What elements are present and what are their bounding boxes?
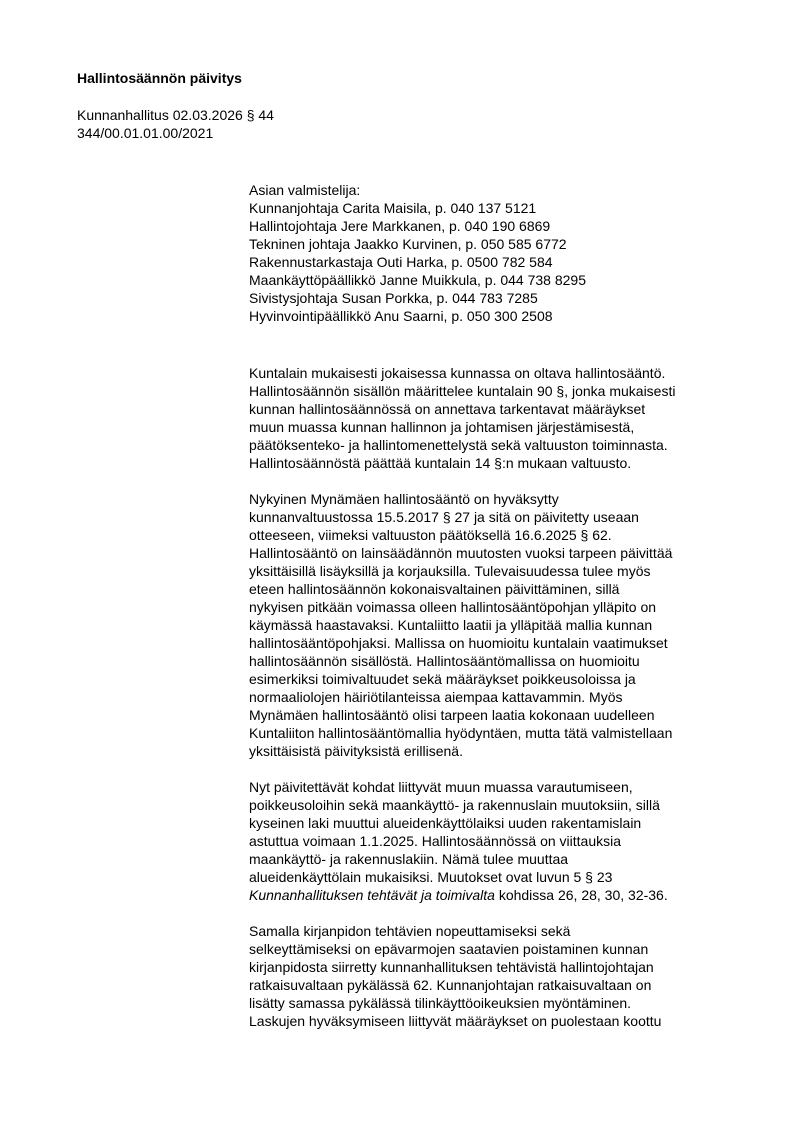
text-line: Nyt päivitettävät kohdat liittyvät muun muassa varautumiseen, — [249, 779, 633, 795]
text-line: eteen hallintosäännön kokonaisvaltainen päivittäminen, sillä — [249, 581, 620, 597]
paragraph-updates — [249, 778, 749, 904]
text-line: käymässä haastavaksi. Kuntaliitto laatii ja ylläpitää mallia kunnan — [249, 617, 653, 633]
preparer-item: Kunnanjohtaja Carita Maisila, p. 040 137 5121 — [249, 200, 537, 216]
paragraph-current-rules — [249, 490, 749, 760]
text-line: hallintosäännön sisällöstä. Hallintosääntömallissa on huomioitu — [249, 653, 640, 669]
text-line: normaaliolojen häiriötilanteissa aiempaa kattavammin. Myös — [249, 689, 623, 705]
text-line: Hallintosääntö on lainsäädännön muutosten vuoksi tarpeen päivittää — [249, 545, 673, 561]
text-line: selkeyttämiseksi on epävarmojen saatavien poistaminen kunnan — [249, 941, 649, 957]
preparers-list — [249, 181, 586, 325]
text-line: Kuntaliiton hallintosääntömallia hyödyntäen, mutta tätä valmistellaan — [249, 725, 673, 741]
case-number: 344/00.01.01.00/2021 — [77, 125, 214, 141]
text-line: kirjanpidosta siirretty kunnanhallituksen tehtävistä hallintojohtajan — [249, 959, 654, 975]
text-line: Laskujen hyväksymiseen liittyvät määräykset on puolestaan koottu — [249, 1013, 662, 1029]
document-body — [249, 364, 749, 1048]
text-line: Nykyinen Mynämäen hallintosääntö on hyväksytty — [249, 491, 559, 507]
text-line: astuttua voimaan 1.1.2025. Hallintosäännössä on viittauksia — [249, 833, 622, 849]
preparer-item: Maankäyttöpäällikkö Janne Muikkula, p. 044 738 8295 — [249, 272, 586, 288]
text-line — [249, 886, 749, 904]
text-line: otteeseen, viimeksi valtuuston päätöksellä 16.6.2025 § 62. — [249, 527, 612, 543]
text-line: lisätty samassa pykälässä tilinkäyttöoikeuksien myöntäminen. — [249, 995, 632, 1011]
preparer-item: Hallintojohtaja Jere Markkanen, p. 040 190 6869 — [249, 218, 551, 234]
text-line: esimerkiksi toimivaltuudet sekä määräykset poikkeusoloissa ja — [249, 671, 636, 687]
text-line: Mynämäen hallintosääntö olisi tarpeen laatia kokonaan uudelleen — [249, 707, 655, 723]
text-line: poikkeusoloihin sekä maankäyttö- ja rakennuslain muutoksiin, sillä — [249, 797, 660, 813]
document-meta — [77, 106, 274, 142]
text-line: nykyisen pitkään voimassa olleen hallintosääntöpohjan ylläpito on — [249, 599, 657, 615]
text-line: Kuntalain mukaisesti jokaisessa kunnassa on oltava hallintosääntö. — [249, 365, 666, 381]
italic-section-title: Kunnanhallituksen tehtävät ja toimivalta — [249, 887, 495, 903]
meeting-line: Kunnanhallitus 02.03.2026 § 44 — [77, 107, 274, 123]
text-fragment: kohdissa 26, 28, 30, 32-36. — [494, 887, 668, 903]
text-line: Samalla kirjanpidon tehtävien nopeuttamiseksi sekä — [249, 923, 571, 939]
preparer-item: Sivistysjohtaja Susan Porkka, p. 044 783 7285 — [249, 290, 538, 306]
preparer-item: Tekninen johtaja Jaakko Kurvinen, p. 050 585 6772 — [249, 236, 567, 252]
text-line: kunnanvaltuustossa 15.5.2017 § 27 ja sitä on päivitetty useaan — [249, 509, 639, 525]
text-line: yksittäisistä päivityksistä erillisenä. — [249, 743, 463, 759]
text-line: Hallintosäännön sisällön määrittelee kuntalain 90 §, jonka mukaisesti — [249, 383, 676, 399]
text-line: kyseinen laki muuttui alueidenkäyttölaiksi uuden rakentamislain — [249, 815, 642, 831]
paragraph-legal-basis — [249, 364, 749, 472]
text-line: Hallintosäännöstä päättää kuntalain 14 §:n mukaan valtuusto. — [249, 455, 632, 471]
text-line: kunnan hallintosäännössä on annettava tarkentavat määräykset — [249, 401, 646, 417]
text-line: maankäyttö- ja rakennuslakiin. Nämä tulee muuttaa — [249, 851, 569, 867]
paragraph-accounting — [249, 922, 749, 1030]
document-title: Hallintosäännön päivitys — [77, 70, 242, 86]
text-line: ratkaisuvaltaan pykälässä 62. Kunnanjohtajan ratkaisuvaltaan on — [249, 977, 652, 993]
preparers-heading: Asian valmistelija: — [249, 182, 361, 198]
text-line: alueidenkäyttölain mukaisiksi. Muutokset ovat luvun 5 § 23 — [249, 869, 613, 885]
text-line: muun muassa kunnan hallinnon ja johtamisen järjestämisestä, — [249, 419, 635, 435]
text-line: päätöksenteko- ja hallintomenettelystä sekä valtuuston toiminnasta. — [249, 437, 668, 453]
text-line: hallintosääntöpohjaksi. Mallissa on huomioitu kuntalain vaatimukset — [249, 635, 668, 651]
preparer-item: Hyvinvointipäällikkö Anu Saarni, p. 050 300 2508 — [249, 308, 553, 324]
preparer-item: Rakennustarkastaja Outi Harka, p. 0500 782 584 — [249, 254, 553, 270]
text-line: yksittäisillä lisäyksillä ja korjauksilla. Tulevaisuudessa tulee myös — [249, 563, 651, 579]
